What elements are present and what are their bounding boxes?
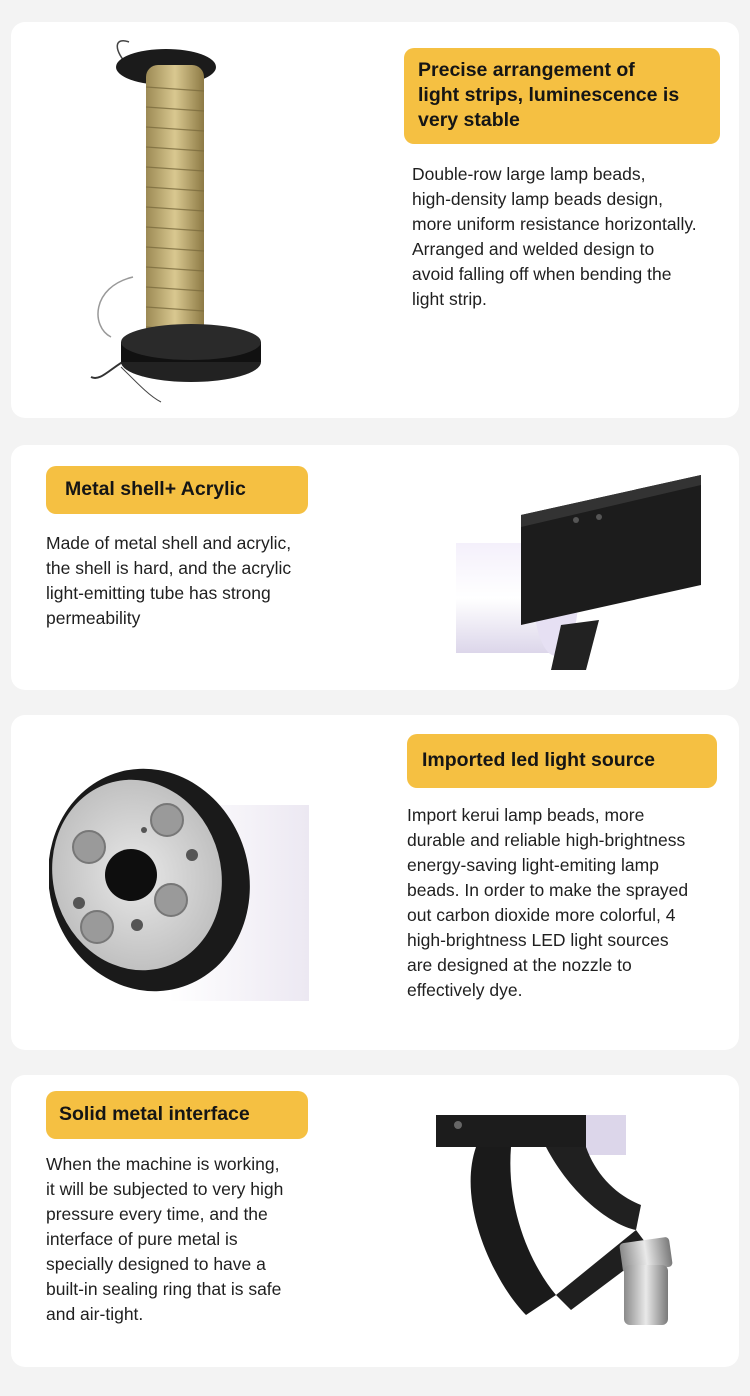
feature-heading: Precise arrangement of light strips, luminescence is very stable bbox=[404, 48, 720, 144]
feature-heading: Imported led light source bbox=[407, 734, 717, 788]
led-strip-column-icon bbox=[71, 37, 271, 407]
feature-card-light-strips bbox=[11, 22, 739, 418]
feature-card-metal-shell bbox=[11, 445, 739, 690]
feature-description: Double-row large lamp beads, high-density lamp beads design, more uniform resistance horizontally. Arranged and welded design to avoid falling off when bending the light strip. bbox=[412, 164, 697, 309]
feature-description: When the machine is working, it will be subjected to very high pressure every time, and the interface of pure metal is specially designed to have a built-in sealing ring that is safe and air-tight. bbox=[46, 1154, 284, 1324]
feature-heading: Metal shell+ Acrylic bbox=[46, 466, 308, 514]
feature-description: Made of metal shell and acrylic, the shell is hard, and the acrylic light-emitting tube has strong permeability bbox=[46, 533, 292, 628]
feature-card-metal-interface bbox=[11, 1075, 739, 1367]
acrylic-tube-housing-icon bbox=[451, 475, 711, 675]
feature-card-led-source bbox=[11, 715, 739, 1050]
feature-description: Import kerui lamp beads, more durable and reliable high-brightness energy-saving light-emiting lamp beads. In order to make the sprayed out carbon dioxide more colorful, 4 high-brightness LED light sources are designed at the nozzle to effectively dye. bbox=[407, 805, 689, 1000]
feature-heading: Solid metal interface bbox=[46, 1091, 308, 1139]
gun-handle-connector-icon bbox=[436, 1115, 706, 1365]
led-nozzle-icon bbox=[49, 765, 309, 1005]
